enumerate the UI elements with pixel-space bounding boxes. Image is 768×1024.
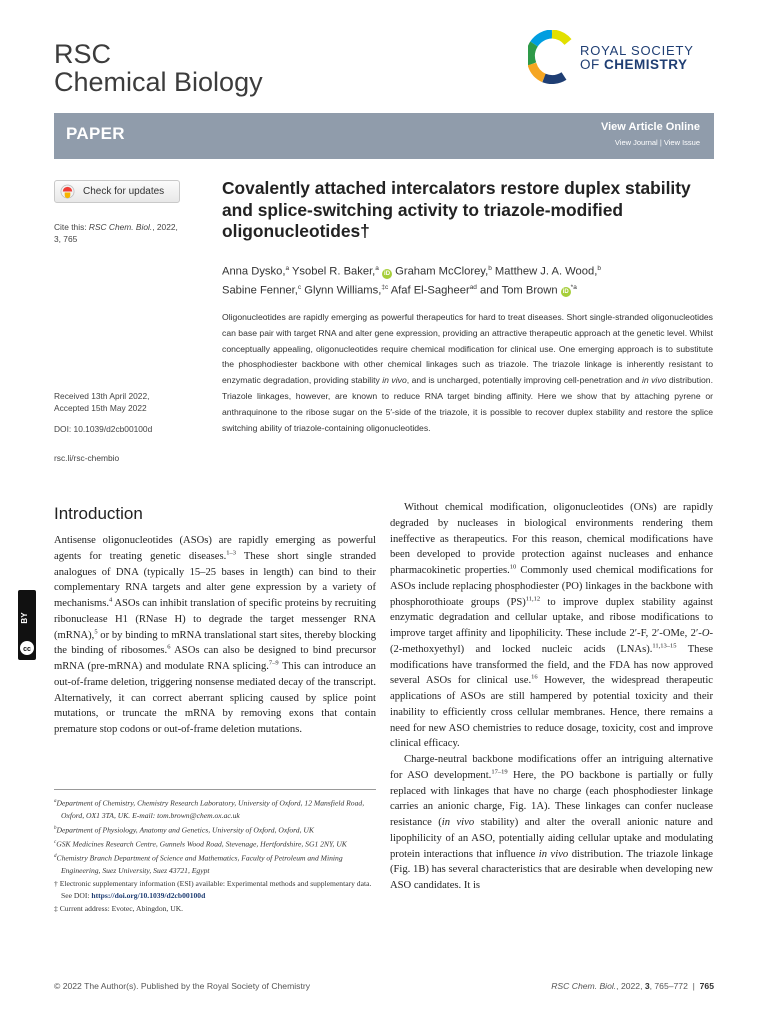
page-number: 765 — [699, 981, 714, 991]
footer-year: , 2022, — [616, 981, 643, 991]
check-updates-icon — [60, 184, 75, 199]
paragraph — [390, 500, 713, 752]
citation-ref[interactable]: 5 — [94, 627, 98, 635]
citation-ref[interactable]: 11,13–15 — [652, 642, 677, 650]
body-column-left — [54, 533, 376, 738]
affiliation-footnote — [54, 851, 376, 878]
author: Glynn Williams, — [304, 284, 382, 297]
affiliation-mark: b — [597, 265, 601, 272]
citation-ref[interactable]: 17–19 — [491, 768, 508, 776]
footnote-text: Chemistry Branch Department of Science and Mathematics, Faculty of Petroleum and Mining Engineering, Suez University, Suez 43721, Egypt — [56, 853, 343, 876]
accepted-date: Accepted 15th May 2022 — [54, 403, 147, 413]
body-text: Here, the PO backbone is partially or fully replaced with linkages that have no charge (each phosphodiester linkage carries an anionic charge, Fig. 1A). These linkages can confer nuclease resistance ( — [390, 769, 713, 828]
footer-pages: , 765–772 — [649, 981, 688, 991]
affiliation-mark: ad — [469, 283, 477, 291]
affiliation-mark: *a — [570, 283, 577, 291]
publisher-of: OF — [580, 57, 600, 72]
cite-details: , 2022, — [152, 222, 178, 232]
view-journal-link[interactable]: View Journal — [614, 138, 658, 147]
license-label: BY — [20, 612, 29, 624]
footer-separator: | — [692, 981, 695, 991]
affiliation-footnote — [54, 823, 376, 837]
body-text: Charge-neutral backbone modifications offer an intriguing alternative for ASO development. — [390, 754, 713, 781]
cite-this — [54, 221, 214, 245]
body-text: ASOs can also be designed to bind precursor mRNA (pre-mRNA) and modulate RNA splicing. — [54, 645, 376, 672]
publisher-line-2 — [580, 57, 688, 72]
check-updates-label: Check for updates — [83, 186, 165, 197]
body-text: -(2-methoxyethyl) and locked nucleic acids (LNAs). — [390, 628, 713, 655]
cite-volume: 3, 765 — [54, 234, 78, 244]
article-title: Covalently attached intercalators restore duplex stability and splice-switching activity to triazole-modified oligonucleotides† — [222, 178, 691, 241]
received-date: Received 13th April 2022, — [54, 391, 150, 401]
citation-ref[interactable]: 7–9 — [268, 659, 279, 667]
orcid-icon[interactable]: iD — [562, 289, 569, 296]
journal-line-1: RSC — [54, 39, 112, 69]
body-text: to improve duplex stability against enzymatic degradation and cellular uptake, and ribose modifications to improve target affinity and lipophilicity. These include 2′-F, 2′-OMe, 2′- — [390, 596, 713, 639]
abstract — [222, 310, 713, 436]
abstract-italic: in vivo — [382, 375, 407, 386]
body-text: distribution. The triazole linkage (Fig. 1B) has several characteristics that are desirable when developing new ASO candidates. It is — [390, 848, 713, 891]
footnote-mark: c — [54, 839, 57, 845]
svg-text:cc: cc — [23, 646, 31, 653]
orcid-icon[interactable]: iD — [384, 270, 391, 277]
footnote-mark: a — [54, 799, 57, 804]
footnote-mark: d — [54, 853, 57, 859]
affiliation-footnote — [54, 837, 376, 851]
body-text: Without chemical modification, oligonucleotides (ONs) are rapidly degraded by nucleases in biological environments rendering them ineffective as therapeutics. For this reason, chemical modifications have been developed to provide protection against nucleases and enhance pharmacokinetic properties. — [390, 502, 713, 576]
esi-doi-link[interactable]: https://doi.org/10.1039/d2cb00100d — [91, 891, 206, 901]
current-address-footnote: ‡ Current address: Evotec, Abingdon, UK. — [54, 903, 184, 913]
citation-ref[interactable]: 6 — [167, 643, 171, 651]
citation-ref[interactable]: 16 — [531, 673, 538, 681]
cc-by-icon[interactable] — [16, 590, 38, 660]
body-italic: O — [701, 628, 710, 639]
view-links: View Journal | View Issue — [614, 138, 700, 147]
author: Graham McClorey, — [395, 265, 489, 278]
author: Matthew J. A. Wood, — [494, 265, 598, 278]
citation-ref[interactable]: 10 — [509, 563, 517, 571]
footer-citation — [551, 981, 714, 991]
body-text: or by binding to mRNA translational start sites, thereby blocking the binding of ribosomes. — [54, 629, 376, 657]
journal-link[interactable]: rsc.li/rsc-chembio — [54, 453, 120, 463]
author: Ysobel R. Baker, — [291, 265, 376, 278]
article-type-banner — [54, 113, 714, 159]
abstract-text: , and is uncharged, potentially improving cell-penetration and — [406, 375, 640, 386]
cite-journal: RSC Chem. Biol. — [88, 222, 153, 232]
author: Anna Dysko, — [222, 265, 286, 278]
publisher-line-1: ROYAL SOCIETY — [580, 43, 694, 58]
cite-label: Cite this: — [54, 222, 87, 232]
body-text: ASOs can inhibit translation of specific proteins by recruiting ribonuclease H1 (RNase H) to degrade the target messenger RNA (mRNA), — [54, 598, 376, 641]
body-text: These short single stranded analogues of DNA (typically 15–25 bases in length) can bind to their complementary RNA targets and alter gene expression by a variety of mechanisms. — [54, 550, 376, 609]
affiliation-mark: b — [488, 265, 492, 272]
footer-copyright: © 2022 The Author(s). Published by the Royal Society of Chemistry — [54, 981, 310, 991]
author-conjunction: and — [480, 284, 499, 297]
publisher-chemistry: CHEMISTRY — [604, 57, 688, 72]
citation-ref[interactable]: 11,12 — [525, 594, 541, 602]
body-column-right — [390, 500, 713, 894]
body-text: Antisense oligonucleotides (ASOs) are rapidly emerging as powerful agents for treating genetic diseases. — [54, 535, 376, 562]
author-list — [222, 261, 712, 298]
journal-line-2: Chemical Biology — [54, 67, 263, 97]
footnotes — [54, 796, 376, 915]
view-issue-link[interactable]: View Issue — [663, 138, 700, 147]
rsc-logo[interactable] — [528, 28, 718, 88]
journal-name — [54, 40, 263, 96]
abstract-italic: in vivo — [641, 375, 667, 386]
footer-volume: 3 — [644, 981, 650, 991]
author: Sabine Fenner, — [222, 284, 298, 297]
affiliation-mark: ‡c — [381, 283, 389, 291]
abstract-text: Oligonucleotides are rapidly emerging as powerful therapeutics for hard to treat diseases. Short single-stranded oligonucleotides can base pair with target RNA and alter gene expression, providing an attractive therapeutic approach at the genetic level. Whilst conceptually appealing, oligonucleotides require chemical modification for clinical use. One emerging approach is to substitute the phosphodiester backbone with other chemical linkages such as triazole. The triazole linkage is inherently resistant to enzymatic degradation, providing stability — [222, 312, 713, 386]
received-accepted — [54, 390, 149, 414]
footnote-mark: b — [54, 825, 57, 831]
body-text: stability) and alter the overall anionic nature and lipophilicity of an ASO, potentially aiding cellular uptake and modulating protein interactions that influence — [390, 817, 713, 860]
footer-journal: RSC Chem. Biol. — [551, 981, 617, 991]
body-italic: in vivo — [441, 817, 475, 828]
author: Afaf El-Sagheer — [390, 284, 470, 297]
affiliation-mark: a — [285, 265, 290, 272]
affiliation-mark: a — [375, 265, 379, 272]
affiliation-mark: c — [297, 283, 302, 291]
body-text: This can introduce an out-of-frame deletion, triggering nonsense mediated decay of the transcript. Alternatively, it can correct aberrant splicing caused by splice point mutations, or truncate the mRNA by removing exons that contain premature stop codons or out-of-frame deletion mutations. — [54, 661, 376, 735]
footnote-text: Department of Physiology, Anatomy and Genetics, University of Oxford, Oxford, UK — [56, 825, 314, 835]
body-text: These modifications have transformed the field, and the FDA has now approved several ASOs for clinical use. — [390, 643, 713, 687]
citation-ref[interactable]: 1–3 — [226, 549, 236, 557]
paragraph — [390, 752, 713, 894]
esi-footnote — [54, 878, 376, 903]
abstract-text: distribution. Triazole linkages, however, are known to reduce RNA target binding affinity. Here we show that by attaching pyrene or anthraquinone to the ribose sugar on the 5′-side of the triazole, it is possible to recover duplex stability and restore the splice switching ability of triazole-containing oligonucleotides. — [222, 375, 713, 433]
affiliation-footnote — [54, 796, 376, 823]
footnote-text: Department of Chemistry, Chemistry Research Laboratory, University of Oxford, 12 Mansfield Road, Oxford, OX1 3TA, UK. E-mail: tom.brown@chem.ox.ac.uk — [56, 798, 365, 821]
doi[interactable]: DOI: 10.1039/d2cb00100d — [54, 424, 153, 434]
footnote-text: † Electronic supplementary information (ESI) available: Experimental methods and supplementary data. See DOI: — [54, 878, 372, 901]
view-article-online-link[interactable]: View Article Online — [600, 121, 700, 133]
body-text: However, the widespread therapeutic applications of ASOs are still hampered by potential toxicity and their inability to efficiently cross cellular membranes. Hence, there remains a need for new ASO chemistries to reduce dosage, toxicity, cost and improve clinical efficacy. — [390, 675, 714, 750]
paragraph — [54, 533, 376, 738]
article-type: PAPER — [66, 124, 125, 143]
rsc-emblem-icon — [528, 30, 576, 86]
footnote-divider — [54, 789, 376, 790]
body-text: Commonly used chemical modifications for ASOs include replacing phosphodiester (PO) linkages in the backbone with phosphorothioate groups (PS) — [390, 565, 713, 608]
citation-ref[interactable]: 4 — [109, 596, 113, 604]
section-heading-introduction: Introduction — [54, 504, 143, 523]
body-italic: in vivo — [538, 848, 569, 860]
footnote-text: GSK Medicines Research Centre, Gunnels Wood Road, Stevenage, Hertfordshire, SG1 2NY, UK — [56, 839, 347, 849]
check-for-updates-button[interactable] — [54, 180, 180, 203]
author: Tom Brown — [501, 284, 558, 297]
